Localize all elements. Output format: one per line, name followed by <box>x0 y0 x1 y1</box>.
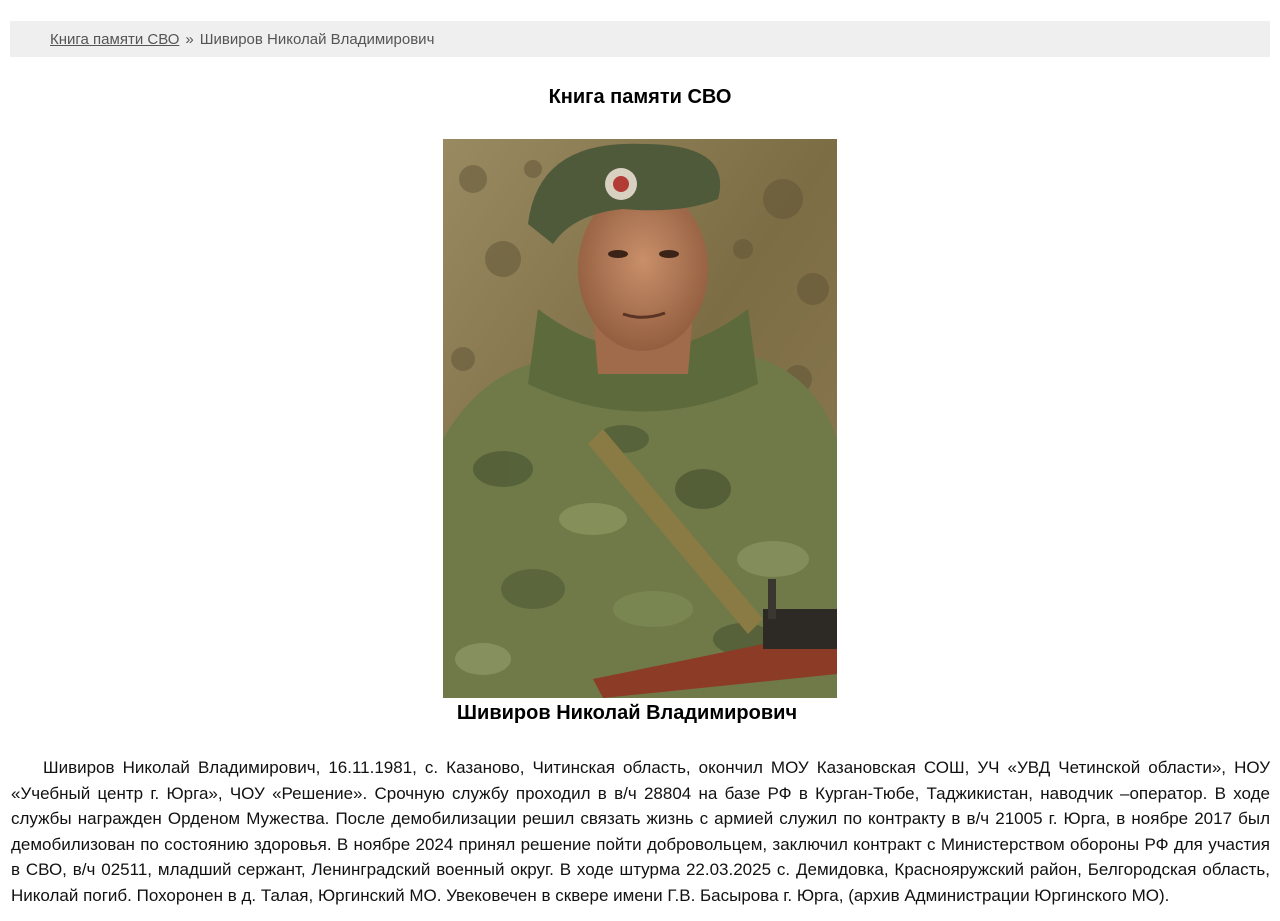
biography-text: Шивиров Николай Владимирович, 16.11.1981, с. Казаново, Читинская область, окончил МОУ Казановская СОШ, УЧ «УВД Четинской области», НОУ «Учебный центр г. Юрга», ЧОУ «Решение». Срочную службу проходил в в/ч 28804 на базе РФ в Курган-Тюбе, Таджикистан, наводчик –оператор. В ходе службы награжден Орденом Мужества. После демобилизации решил связать жизнь с армией служил по контракту в в/ч 21005 г. Юрга, в ноябре 2017 был демобилизован по состоянию здоровья. В ноябре 2024 принял решение пойти добровольцем, заключил контракт с Министерством обороны РФ для участия в СВО, в/ч 02511, младший сержант, Ленинградский военный округ. В ходе штурма 22.03.2025 с. Демидовка, Краснояружский район, Белгородская область, Николай погиб. Похоронен в д. Талая, Юргинский МО. Увековечен в сквере имени Г.В. Басырова г. Юрга, (архив Администрации Юргинского МО). <box>11 758 1270 905</box>
breadcrumb <box>10 21 1270 57</box>
portrait-photo <box>443 139 837 698</box>
breadcrumb-separator: » <box>185 30 194 48</box>
page-title: Книга памяти СВО <box>548 86 732 108</box>
photo-caption: Шивиров Николай Владимирович <box>456 702 798 724</box>
breadcrumb-link-home[interactable]: Книга памяти СВО <box>50 30 180 48</box>
breadcrumb-current: Шивиров Николай Владимирович <box>199 30 435 48</box>
